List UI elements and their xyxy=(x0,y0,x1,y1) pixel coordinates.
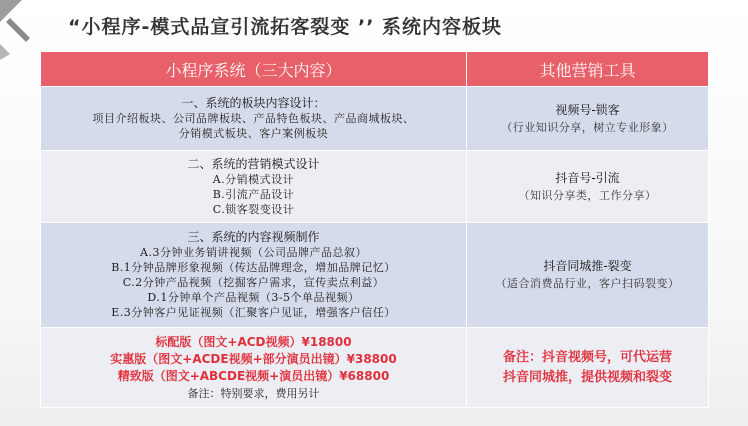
tool-cell xyxy=(467,223,709,328)
section-line: A.分销模式设计 xyxy=(212,172,295,186)
price-note: 备注：特别要求，费用另计 xyxy=(187,386,320,400)
table-row xyxy=(41,87,709,151)
tool-description: （知识分享类，工作分享） xyxy=(518,188,657,202)
price-premium: 实惠版（图文+ACDE视频+部分演员出镜）¥38800 xyxy=(110,351,397,366)
header-left: 小程序系统（三大内容） xyxy=(41,52,467,87)
section-line: 项目介绍板块、公司品牌板块、产品特色板块、产品商城板块、 xyxy=(92,112,415,125)
price-standard: 标配版（图文+ACD视频）¥18800 xyxy=(155,334,352,349)
page-title: “小程序-模式品宣引流拓客裂变 ’’ 系统内容板块 xyxy=(68,16,503,38)
tool-cell xyxy=(467,151,709,223)
section-heading: 一、系统的板块内容设计： xyxy=(181,96,326,110)
content-table xyxy=(40,51,709,408)
header-right: 其他营销工具 xyxy=(467,52,709,87)
section-line: C.锁客裂变设计 xyxy=(212,202,295,216)
table-header-row xyxy=(41,52,709,87)
corner-decoration xyxy=(0,0,40,60)
section-cell xyxy=(41,87,467,151)
section-line: C.2分钟产品视频（挖掘客户需求，宣传卖点利益） xyxy=(122,276,385,289)
price-deluxe: 精致版（图文+ABCDE视频+演员出镜）¥68800 xyxy=(117,368,390,383)
section-heading: 二、系统的营销模式设计 xyxy=(187,156,320,171)
section-line: 分销模式板块、客户案例板块 xyxy=(178,127,329,140)
tool-description: （行业知识分享，树立专业形象） xyxy=(501,120,674,134)
pricing-row xyxy=(41,328,709,408)
section-line: A.3分钟业务销讲视频（公司品牌产品总叙） xyxy=(140,246,367,259)
section-line: B.1分钟品牌形象视频（传达品牌理念，增加品牌记忆） xyxy=(111,261,396,274)
pricing-cell xyxy=(41,328,467,408)
section-cell xyxy=(41,223,467,328)
tool-title: 视频号-锁客 xyxy=(555,102,620,117)
section-line: B.引流产品设计 xyxy=(212,187,295,201)
remark-cell xyxy=(467,328,709,408)
remark-line: 备注：抖音视频号，可代运营 xyxy=(502,349,672,365)
section-cell xyxy=(41,151,467,223)
tool-cell xyxy=(467,87,709,151)
section-heading: 三、系统的内容视频制作 xyxy=(187,230,320,244)
section-line: D.1分钟单个产品视频（3-5个单品视频） xyxy=(147,291,360,304)
table-row xyxy=(41,151,709,223)
table-row xyxy=(41,223,709,328)
tool-description: （适合消费品行业，客户扫码裂变） xyxy=(495,277,680,290)
tool-title: 抖音号-引流 xyxy=(555,170,620,185)
section-line: E.3分钟客户见证视频（汇聚客户见证，增强客户信任） xyxy=(111,306,396,319)
tool-title: 抖音同城推-裂变 xyxy=(543,259,632,273)
remark-line: 抖音同城推，提供视频和裂变 xyxy=(502,369,672,385)
